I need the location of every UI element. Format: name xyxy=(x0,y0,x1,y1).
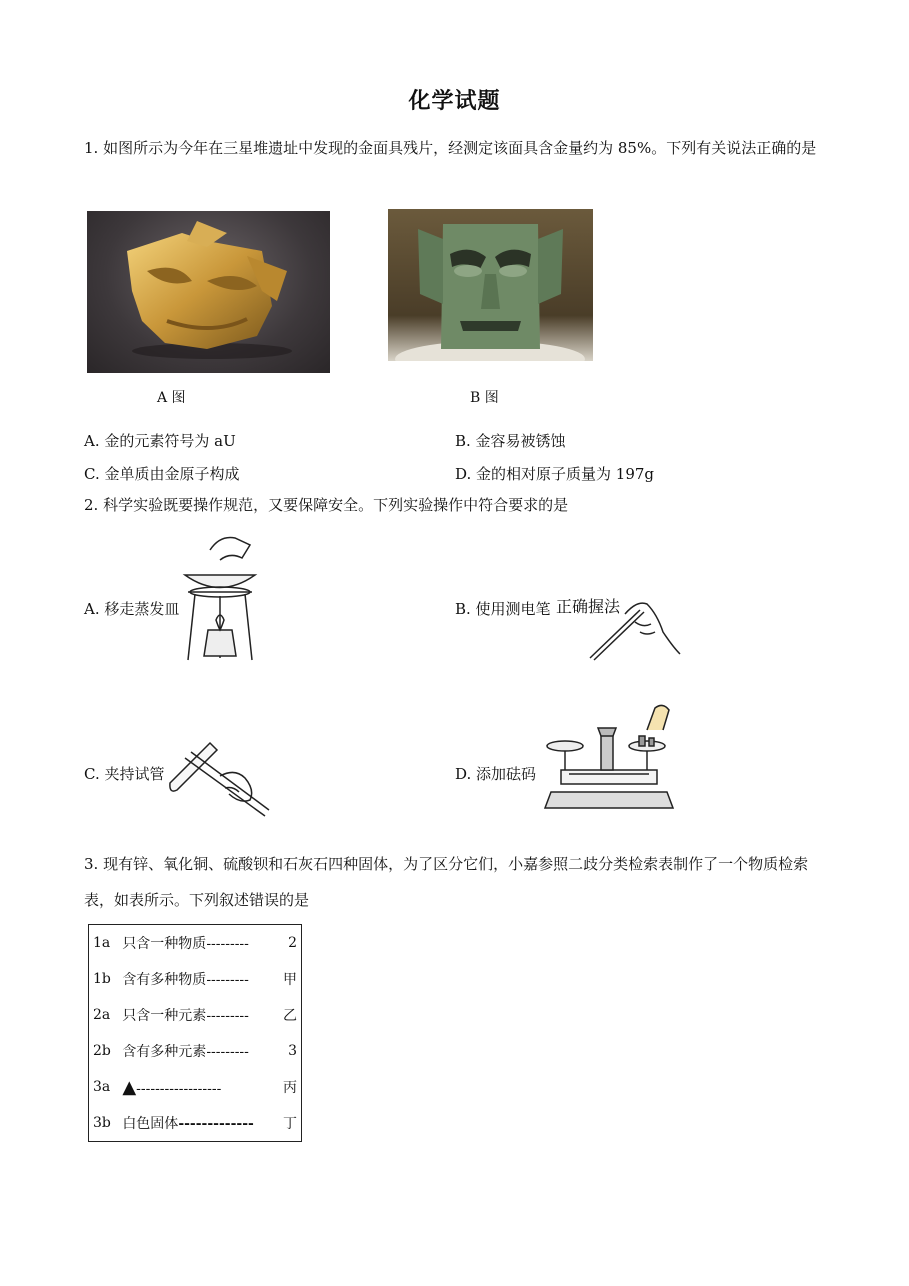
table-row xyxy=(89,1033,302,1069)
row-text: 只含一种物质--------- xyxy=(122,936,249,952)
pen-grip-label: 正确握法 xyxy=(556,597,621,616)
gold-mask-photo xyxy=(87,211,330,373)
q2-option-d[interactable]: D. 添加砝码 xyxy=(455,765,537,783)
triangle-icon: ▲ xyxy=(122,1076,137,1098)
q2-option-c[interactable]: C. 夹持试管 xyxy=(84,765,165,783)
caption-a: A 图 xyxy=(157,390,186,406)
row-result: 丙 xyxy=(283,1080,297,1096)
q1-option-d[interactable]: D. 金的相对原子质量为 197g xyxy=(455,465,655,483)
q1-option-c[interactable]: C. 金单质由金原子构成 xyxy=(84,465,240,483)
row-text: 只含一种元素--------- xyxy=(122,1008,249,1024)
row-code: 3a xyxy=(93,1079,111,1095)
row-result: 乙 xyxy=(283,1008,297,1024)
q2-option-b[interactable]: B. 使用测电笔 xyxy=(455,600,551,618)
row-code: 3b xyxy=(93,1115,111,1131)
row-code: 2a xyxy=(93,1007,111,1023)
table-row xyxy=(89,1105,302,1142)
test-tube-holder-icon xyxy=(165,738,270,820)
row-result: 丁 xyxy=(283,1116,297,1132)
question-3-stem: 3. 现有锌、氧化铜、硫酸钡和石灰石四种固体，为了区分它们，小嘉参照二歧分类检索表制作了一个物质检索表，如表所示。下列叙述错误的是 xyxy=(84,855,809,909)
evaporating-dish-icon xyxy=(180,530,260,665)
row-code: 1b xyxy=(93,971,111,987)
bronze-mask-photo xyxy=(388,209,593,361)
row-result: 2 xyxy=(288,935,297,951)
row-text: 含有多种物质--------- xyxy=(122,972,249,988)
q2-option-a[interactable]: A. 移走蒸发皿 xyxy=(84,600,180,618)
question-1-stem: 1. 如图所示为今年在三星堆遗址中发现的金面具残片，经测定该面具含金量约为 85%。下列有关说法正确的是 xyxy=(84,139,817,157)
row-code: 1a xyxy=(93,935,111,951)
table-row xyxy=(89,997,302,1033)
table-row xyxy=(89,1069,302,1105)
row-result: 3 xyxy=(288,1043,297,1059)
row-text: 含有多种元素--------- xyxy=(122,1044,249,1060)
gold-mask-icon xyxy=(87,211,330,373)
test-pen-icon xyxy=(585,592,685,664)
balance-icon xyxy=(543,700,675,812)
q1-option-a[interactable]: A. 金的元素符号为 aU xyxy=(84,432,236,450)
row-result: 甲 xyxy=(283,972,297,988)
table-row xyxy=(89,961,302,997)
table-row xyxy=(89,925,302,962)
caption-b: B 图 xyxy=(470,390,499,406)
classification-key-table xyxy=(88,924,302,1142)
q1-option-b[interactable]: B. 金容易被锈蚀 xyxy=(455,432,566,450)
bronze-mask-icon xyxy=(388,209,593,361)
row-text: ▲------------------ xyxy=(122,1076,222,1098)
row-code: 2b xyxy=(93,1043,111,1059)
page-title: 化学试题 xyxy=(408,89,501,114)
row-text: 白色固体------------- xyxy=(122,1116,254,1132)
question-2-stem: 2. 科学实验既要操作规范，又要保障安全。下列实验操作中符合要求的是 xyxy=(84,496,569,514)
